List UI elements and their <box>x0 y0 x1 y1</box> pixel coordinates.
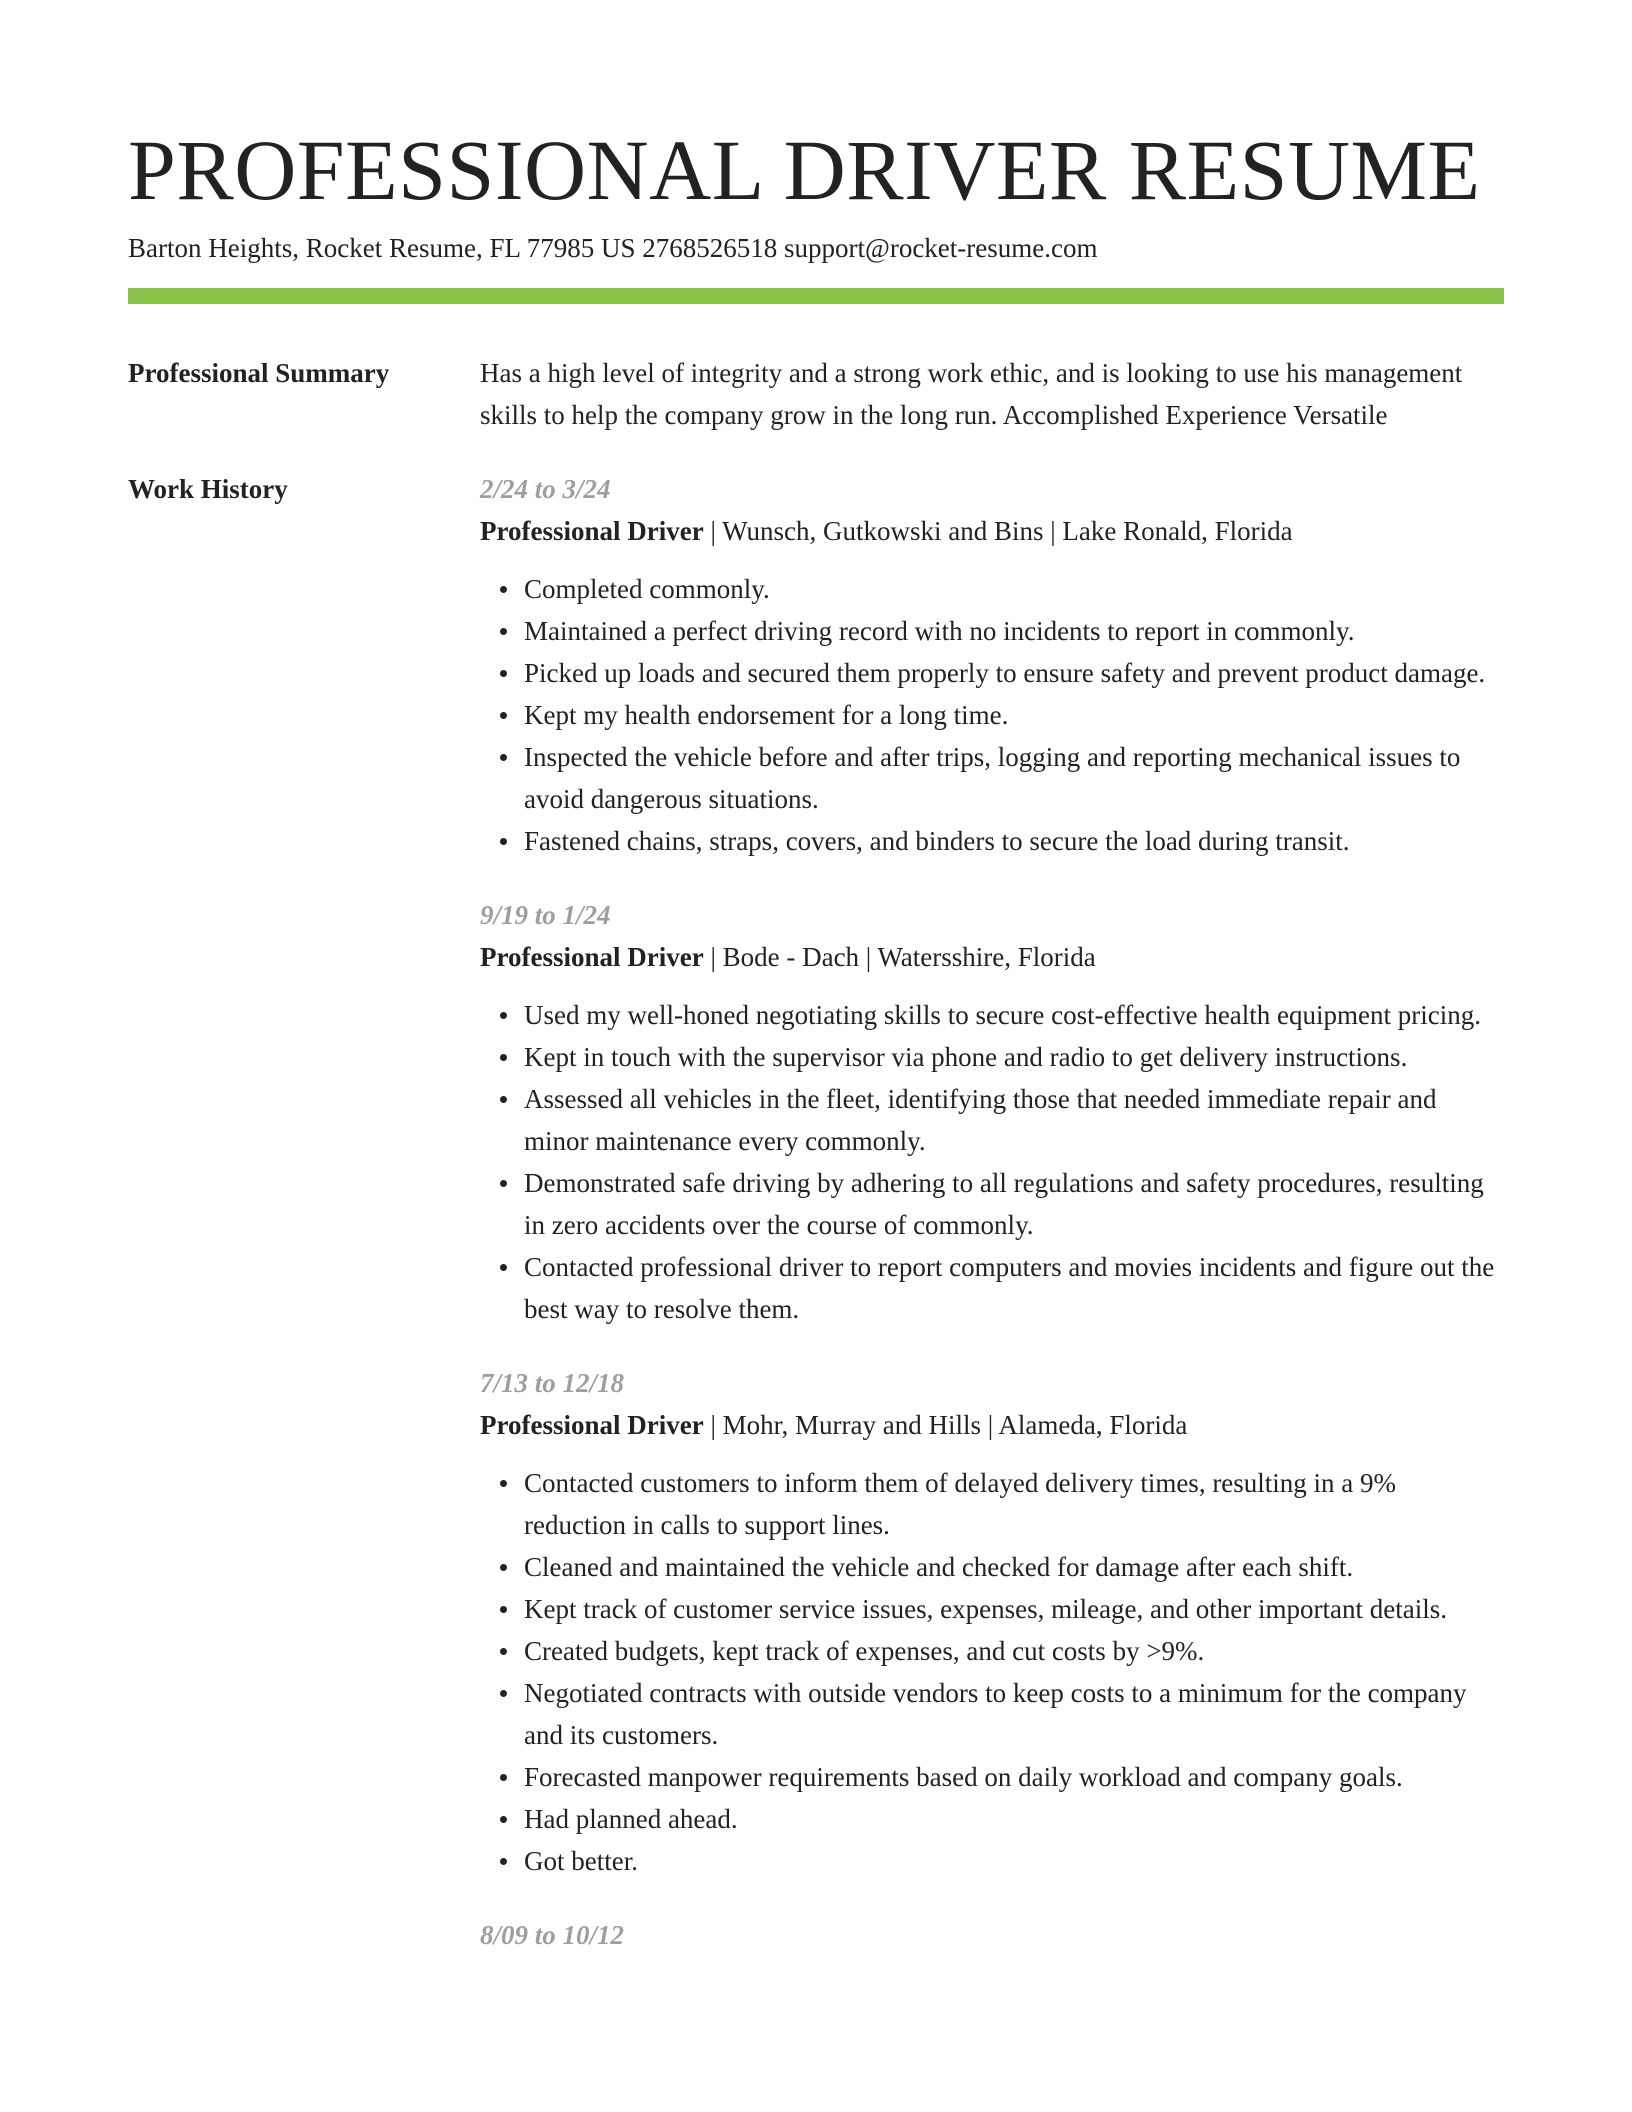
job-bullet: Used my well-honed negotiating skills to secure cost-effective health equipment pricing. <box>524 994 1504 1036</box>
job-heading <box>480 936 1504 978</box>
job-bullet: Contacted customers to inform them of delayed delivery times, resulting in a 9% reduction in calls to support lines. <box>524 1462 1504 1546</box>
job-bullet: Maintained a perfect driving record with no incidents to report in commonly. <box>524 610 1504 652</box>
job-bullet: Had planned ahead. <box>524 1798 1504 1840</box>
job-bullet: Cleaned and maintained the vehicle and checked for damage after each shift. <box>524 1546 1504 1588</box>
section-label-work-history: Work History <box>128 474 288 504</box>
accent-divider <box>128 288 1504 304</box>
job-bullet: Forecasted manpower requirements based on daily workload and company goals. <box>524 1756 1504 1798</box>
job-bullet: Kept my health endorsement for a long time. <box>524 694 1504 736</box>
job-bullet: Got better. <box>524 1840 1504 1882</box>
contact-line: Barton Heights, Rocket Resume, FL 77985 US 2768526518 support@rocket-resume.com <box>128 233 1098 263</box>
job-heading <box>480 510 1504 552</box>
job-title: Professional Driver <box>480 1410 704 1440</box>
job-bullet-list <box>480 1462 1504 1882</box>
job-bullet: Kept in touch with the supervisor via phone and radio to get delivery instructions. <box>524 1036 1504 1078</box>
summary-text: Has a high level of integrity and a strong work ethic, and is looking to use his management skills to help the company grow in the long run. Accomplished Experience Versatile <box>480 358 1463 430</box>
job-entry <box>480 1914 1504 1956</box>
resume-page <box>128 118 1504 1988</box>
resume-title: PROFESSIONAL DRIVER RESUME <box>128 122 1481 218</box>
job-heading <box>480 1404 1504 1446</box>
professional-summary-section <box>128 352 1504 436</box>
job-bullet: Inspected the vehicle before and after trips, logging and reporting mechanical issues to avoid dangerous situations. <box>524 736 1504 820</box>
job-dates: 2/24 to 3/24 <box>480 474 611 504</box>
job-bullet: Assessed all vehicles in the fleet, identifying those that needed immediate repair and minor maintenance every commonly. <box>524 1078 1504 1162</box>
job-entry <box>480 1362 1504 1882</box>
job-bullet: Created budgets, kept track of expenses, and cut costs by >9%. <box>524 1630 1504 1672</box>
job-title: Professional Driver <box>480 942 704 972</box>
job-details: | Bode - Dach | Watersshire, Florida <box>703 942 1096 972</box>
job-bullet-list <box>480 568 1504 862</box>
job-bullet-list <box>480 994 1504 1330</box>
job-details: | Mohr, Murray and Hills | Alameda, Florida <box>703 1410 1188 1440</box>
job-dates: 9/19 to 1/24 <box>480 900 611 930</box>
job-entry <box>480 894 1504 1330</box>
job-bullet: Demonstrated safe driving by adhering to all regulations and safety procedures, resulting in zero accidents over the course of commonly. <box>524 1162 1504 1246</box>
job-entry <box>480 468 1504 862</box>
job-bullet: Picked up loads and secured them properly to ensure safety and prevent product damage. <box>524 652 1504 694</box>
job-bullet: Fastened chains, straps, covers, and binders to secure the load during transit. <box>524 820 1504 862</box>
job-bullet: Completed commonly. <box>524 568 1504 610</box>
job-dates: 8/09 to 10/12 <box>480 1920 625 1950</box>
job-title: Professional Driver <box>480 516 704 546</box>
job-bullet: Negotiated contracts with outside vendors to keep costs to a minimum for the company and its customers. <box>524 1672 1504 1756</box>
work-history-section <box>128 468 1504 1988</box>
job-bullet: Contacted professional driver to report computers and movies incidents and figure out the best way to resolve them. <box>524 1246 1504 1330</box>
job-dates: 7/13 to 12/18 <box>480 1368 625 1398</box>
section-label-summary: Professional Summary <box>128 358 390 388</box>
work-history-list <box>480 468 1504 1988</box>
job-details: | Wunsch, Gutkowski and Bins | Lake Ronald, Florida <box>703 516 1293 546</box>
job-bullet: Kept track of customer service issues, expenses, mileage, and other important details. <box>524 1588 1504 1630</box>
